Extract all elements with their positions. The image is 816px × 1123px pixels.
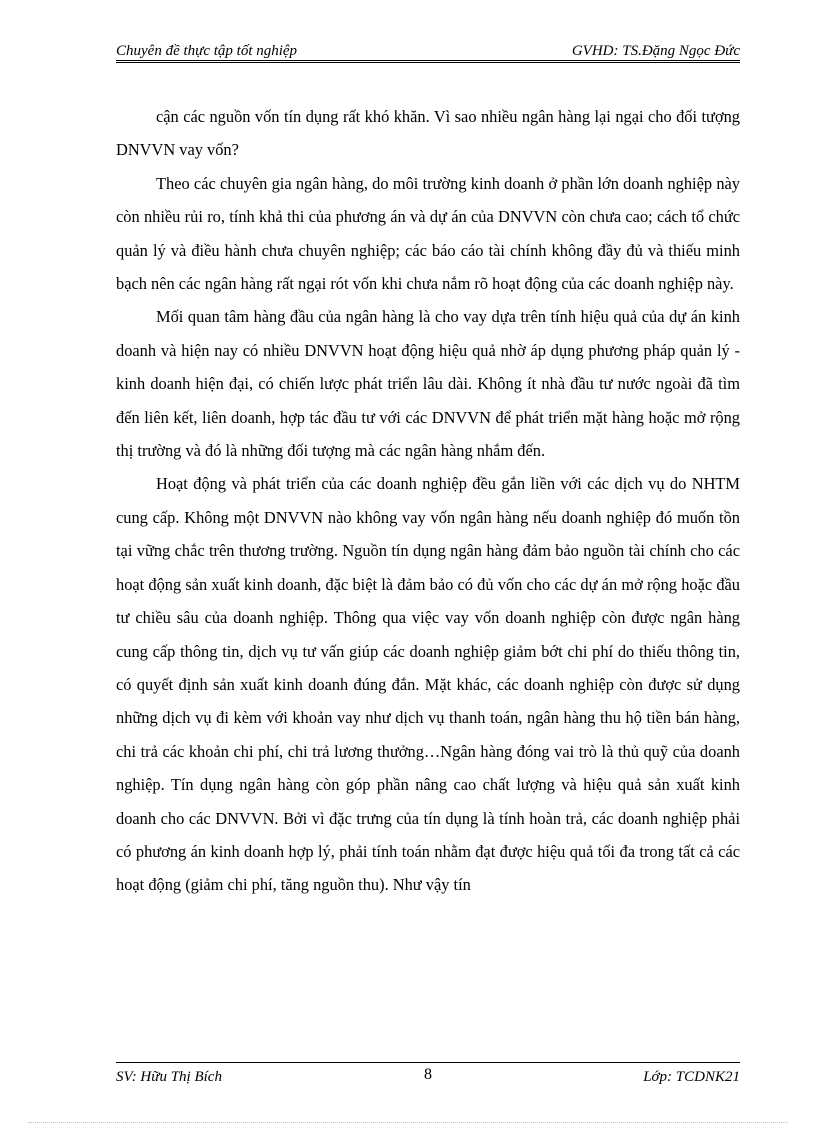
footer-class: Lớp: TCDNK21 (643, 1069, 740, 1085)
footer-divider (116, 1062, 740, 1063)
page-number: 8 (424, 1066, 432, 1083)
header-divider (116, 60, 740, 63)
footer-student: SV: Hữu Thị Bích (116, 1069, 222, 1085)
paragraph-4: Hoạt động và phát triển của các doanh nghiệp đều gắn liền với các dịch vụ do NHTM cung cấp. Không một DNVVN nào không vay vốn ngân hàng nếu doanh nghiệp đó muốn tồn tại vững chắc trên thương trường. Nguồn tín dụng ngân hàng đảm bảo nguồn tài chính cho các hoạt động sản xuất kinh doanh, đặc biệt là đảm bảo có đủ vốn cho các dự án mở rộng hoặc đầu tư chiều sâu của doanh nghiệp. Thông qua việc vay vốn doanh nghiệp còn được ngân hàng cung cấp thông tin, dịch vụ tư vấn giúp các doanh nghiệp giảm bớt chi phí do thiếu thông tin, có quyết định sản xuất kinh doanh đúng đắn. Mặt khác, các doanh nghiệp còn được sử dụng những dịch vụ đi kèm với khoản vay như dịch vụ thanh toán, ngân hàng thu hộ tiền bán hàng, chi trả các khoản chi phí, chi trả lương thưởng…Ngân hàng đóng vai trò là thủ quỹ của doanh nghiệp. Tín dụng ngân hàng còn góp phần nâng cao chất lượng và hiệu quả sản xuất kinh doanh cho các DNVVN. Bởi vì đặc trưng của tín dụng là tính hoàn trả, các doanh nghiệp phải có phương án kinh doanh hợp lý, phải tính toán nhằm đạt được hiệu quả tối đa trong tất cả các hoạt động (giảm chi phí, tăng nguồn thu). Như vậy tín (116, 474, 740, 895)
page-footer (116, 1066, 740, 1088)
document-body (116, 100, 740, 902)
header-supervisor: GVHD: TS.Đặng Ngọc Đức (571, 43, 740, 59)
header-title: Chuyên đề thực tập tốt nghiệp (116, 43, 298, 59)
paragraph-2: Theo các chuyên gia ngân hàng, do môi trường kinh doanh ở phần lớn doanh nghiệp này còn nhiều rủi ro, tính khả thi của phương án và dự án của DNVVN còn chưa cao; cách tổ chức quản lý và điều hành chưa chuyên nghiệp; các báo cáo tài chính không đầy đủ và thiếu minh bạch nên các ngân hàng rất ngại rót vốn khi chưa nắm rõ hoạt động của các doanh nghiệp này. (116, 173, 740, 294)
paragraph-3: Mối quan tâm hàng đầu của ngân hàng là cho vay dựa trên tính hiệu quả của dự án kinh doanh và hiện nay có nhiều DNVVN hoạt động hiệu quả nhờ áp dụng phương pháp quản lý - kinh doanh hiện đại, có chiến lược phát triển lâu dài. Không ít nhà đầu tư nước ngoài đã tìm đến liên kết, liên doanh, hợp tác đầu tư với các DNVVN để phát triển mặt hàng hoặc mở rộng thị trường và đó là những đối tượng mà các ngân hàng nhắm đến. (116, 307, 740, 461)
paragraph-1: cận các nguồn vốn tín dụng rất khó khăn. Vì sao nhiều ngân hàng lại ngại cho đối tượng DNVVN vay vốn? (116, 107, 740, 160)
page-header (116, 38, 740, 60)
